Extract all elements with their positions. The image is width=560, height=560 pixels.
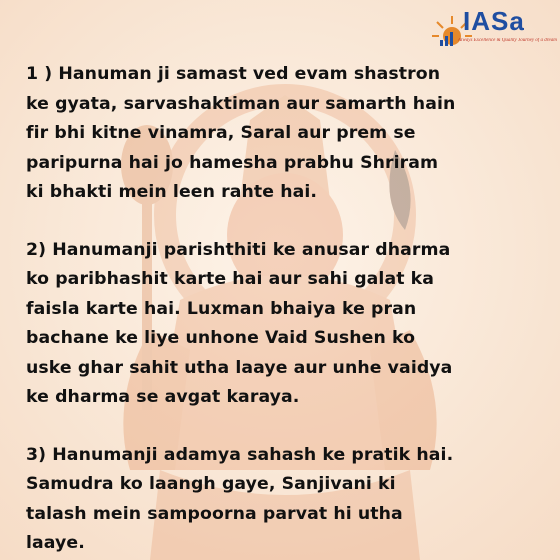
logo-tagline: Always Excellence & Quality Journey of a dream	[458, 38, 557, 43]
paragraph-2	[26, 236, 546, 413]
paragraph-1	[26, 60, 546, 208]
text-line: fir bhi kitne vinamra, Saral aur prem se	[26, 123, 416, 143]
text-line: bachane ke liye unhone Vaid Sushen ko	[26, 328, 416, 348]
text-line: faisla karte hai. Luxman bhaiya ke pran	[26, 298, 417, 319]
text-line: 1 ) Hanuman ji samast ved evam shastron	[26, 64, 441, 84]
text-line: talash mein sampoorna parvat hi utha	[26, 503, 403, 524]
logo-text: IASa	[463, 6, 525, 36]
text-line: 2) Hanumanji parishthiti ke anusar dharma	[26, 239, 451, 260]
text-line: ki bhakti mein leen rahte hai.	[26, 182, 318, 202]
text-line: laaye.	[26, 533, 85, 553]
text-line: paripurna hai jo hamesha prabhu Shriram	[26, 152, 439, 173]
text-line: ke dharma se avgat karaya.	[26, 387, 300, 407]
text-line: 3) Hanumanji adamya sahash ke pratik hai.	[26, 444, 454, 465]
text-line: uske ghar sahit utha laaye aur unhe vaidya	[26, 357, 453, 378]
text-content	[26, 60, 546, 560]
text-line: ko paribhashit karte hai aur sahi galat ka	[26, 269, 435, 289]
text-line: Samudra ko laangh gaye, Sanjivani ki	[26, 474, 396, 494]
paragraph-3	[26, 441, 546, 559]
text-line: ke gyata, sarvashaktiman aur samarth hain	[26, 93, 456, 114]
